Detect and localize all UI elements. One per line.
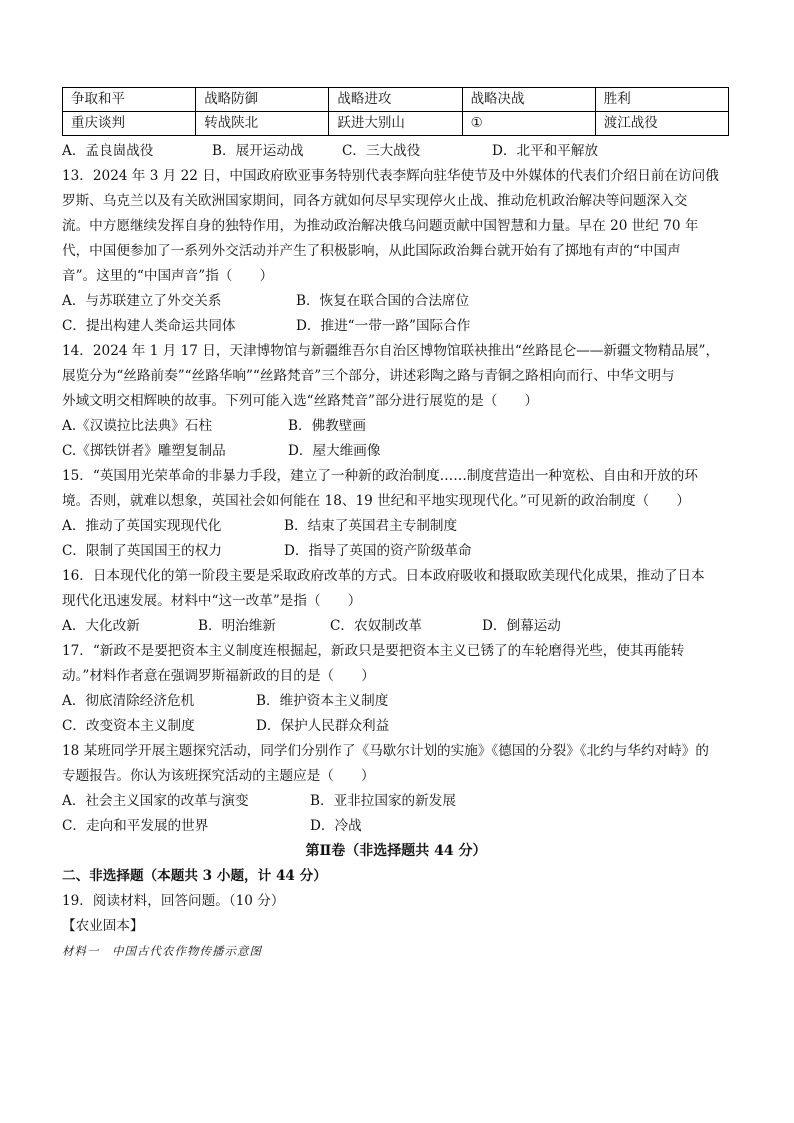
option-b: B．佛教壁画 [288, 418, 366, 434]
option-c: C．限制了英国国王的权力 [62, 543, 222, 559]
table-cell: 战略决战 [462, 88, 595, 112]
option-a: A．社会主义国家的改革与演变 [62, 793, 249, 809]
option-c: C．三大战役 [342, 143, 421, 159]
option-a: A．推动了英国实现现代化 [62, 518, 222, 534]
q13-options-row2 [62, 314, 730, 339]
table-cell: 跃进大别山 [329, 112, 462, 136]
q12-options [62, 139, 730, 164]
question-content [62, 139, 730, 964]
option-d: D．屋大维画像 [288, 443, 381, 459]
option-b: B．维护资本主义制度 [256, 693, 389, 709]
option-d: D．冷战 [310, 818, 362, 834]
option-d: D．指导了英国的资产阶级革命 [284, 543, 472, 559]
option-c: C．提出构建人类命运共同体 [62, 318, 236, 334]
section-heading: 二、非选择题（本题共 3 小题，计 44 分） [62, 868, 327, 884]
question-text-line: 现代化迅速发展。材料中“这一改革”是指（ ） [62, 593, 362, 609]
option-d: D．北平和平解放 [492, 143, 599, 159]
table-cell: 转战陕北 [196, 112, 329, 136]
question-text-line: 16．日本现代化的第一阶段主要是采取政府改革的方式。日本政府吸收和摄取欧美现代化成果，推动了日本 [62, 568, 705, 584]
option-c: C.《掷铁饼者》雕塑复制品 [62, 443, 226, 459]
topic-label: 【农业固本】 [62, 918, 144, 934]
question-text-line: 14．2024 年 1 月 17 日，天津博物馆与新疆维吾尔自治区博物馆联袂推出“丝路昆仑——新疆文物精品展”， [62, 343, 720, 359]
question-text-line: 17．“新政不是要把资本主义制度连根掘起，新政只是要把资本主义已锈了的车轮磨得光些，使其再能转 [62, 643, 685, 659]
table-cell: 争取和平 [63, 88, 196, 112]
question-text-line: 境。否则，就难以想象，英国社会如何能在 18、19 世纪和平地实现现代化。”可见新的政治制度（ ） [62, 493, 690, 509]
option-a: A．孟良崮战役 [62, 143, 154, 159]
question-text-line: 15．“英国用光荣革命的非暴力手段，建立了一种新的政治制度……制度营造出一种宽松、自由和开放的环 [62, 468, 698, 484]
option-d: D．保护人民群众利益 [256, 718, 390, 734]
question-text-line: 展览分为“丝路前奏”“丝路华响”“丝路梵音”三个部分，讲述彩陶之路与青铜之路相向而行、中华文明与 [62, 368, 675, 384]
table-row [63, 88, 729, 112]
q14-options-row2 [62, 439, 730, 464]
question-text-line: 音”。这里的“中国声音”指（ ） [62, 268, 274, 284]
table-cell: 重庆谈判 [63, 112, 196, 136]
q15-options-row2 [62, 539, 730, 564]
option-d: D．推进“一带一路”国际合作 [296, 318, 471, 334]
table-cell: 战略进攻 [329, 88, 462, 112]
option-c: C．走向和平发展的世界 [62, 818, 209, 834]
q17-options-row1 [62, 689, 730, 714]
option-d: D．倒幕运动 [482, 618, 561, 634]
q15-options-row1 [62, 514, 730, 539]
table-cell: 渡江战役 [595, 112, 728, 136]
q14-options-row1 [62, 414, 730, 439]
question-text-line: 动。”材料作者意在强调罗斯福新政的目的是（ ） [62, 668, 375, 684]
table-row [63, 112, 729, 136]
table-cell: ① [462, 112, 595, 136]
option-c: C．农奴制改革 [330, 618, 422, 634]
option-b: B．展开运动战 [212, 143, 304, 159]
war-phase-table [62, 87, 729, 136]
section-title: 第Ⅱ卷（非选择题共 44 分） [305, 843, 487, 859]
question-text-line: 13．2024 年 3 月 22 日，中国政府欧亚事务特别代表李辉向驻华使节及中外媒体的代表们介绍日前在访问俄 [62, 168, 719, 184]
q18-options-row2 [62, 814, 730, 839]
option-b: B．亚非拉国家的新发展 [310, 793, 456, 809]
option-b: B．结束了英国君主专制制度 [284, 518, 458, 534]
option-a: A．彻底清除经济危机 [62, 693, 195, 709]
option-a: A．大化改新 [62, 618, 140, 634]
q17-options-row2 [62, 714, 730, 739]
option-a: A．与苏联建立了外交关系 [62, 293, 222, 309]
question-text-line: 罗斯、乌克兰以及有关欧洲国家期间，同各方就如何尽早实现停火止战、推动危机政治解决等问题深入交 [62, 193, 688, 209]
question-text-line: 外域文明交相辉映的故事。下列可能入选“丝路梵音”部分进行展览的是（ ） [62, 393, 539, 409]
question-text-line: 流。中方愿继续发挥自身的独特作用，为推动政治解决俄乌问题贡献中国智慧和力量。早在 20 世纪 70 年 [62, 218, 699, 234]
q18-options-row1 [62, 789, 730, 814]
question-text-line: 代，中国便参加了一系列外交活动并产生了积极影响，从此国际政治舞台就开始有了掷地有声的“中国声 [62, 243, 681, 259]
question-text-line: 18 某班同学开展主题探究活动，同学们分别作了《马歇尔计划的实施》《德国的分裂》《北约与华约对峙》的 [62, 743, 709, 759]
question-19-text: 19．阅读材料，回答问题。（10 分） [62, 893, 285, 909]
table-cell: 胜利 [595, 88, 728, 112]
q16-options [62, 614, 730, 639]
question-text-line: 专题报告。你认为该班探究活动的主题应是（ ） [62, 768, 375, 784]
option-b: B．恢复在联合国的合法席位 [296, 293, 470, 309]
q13-options-row1 [62, 289, 730, 314]
option-b: B．明治维新 [198, 618, 276, 634]
option-a: A.《汉谟拉比法典》石柱 [62, 418, 213, 434]
material-caption: 材料一 中国古代农作物传播示意图 [62, 944, 262, 958]
table-cell: 战略防御 [196, 88, 329, 112]
option-c: C．改变资本主义制度 [62, 718, 195, 734]
